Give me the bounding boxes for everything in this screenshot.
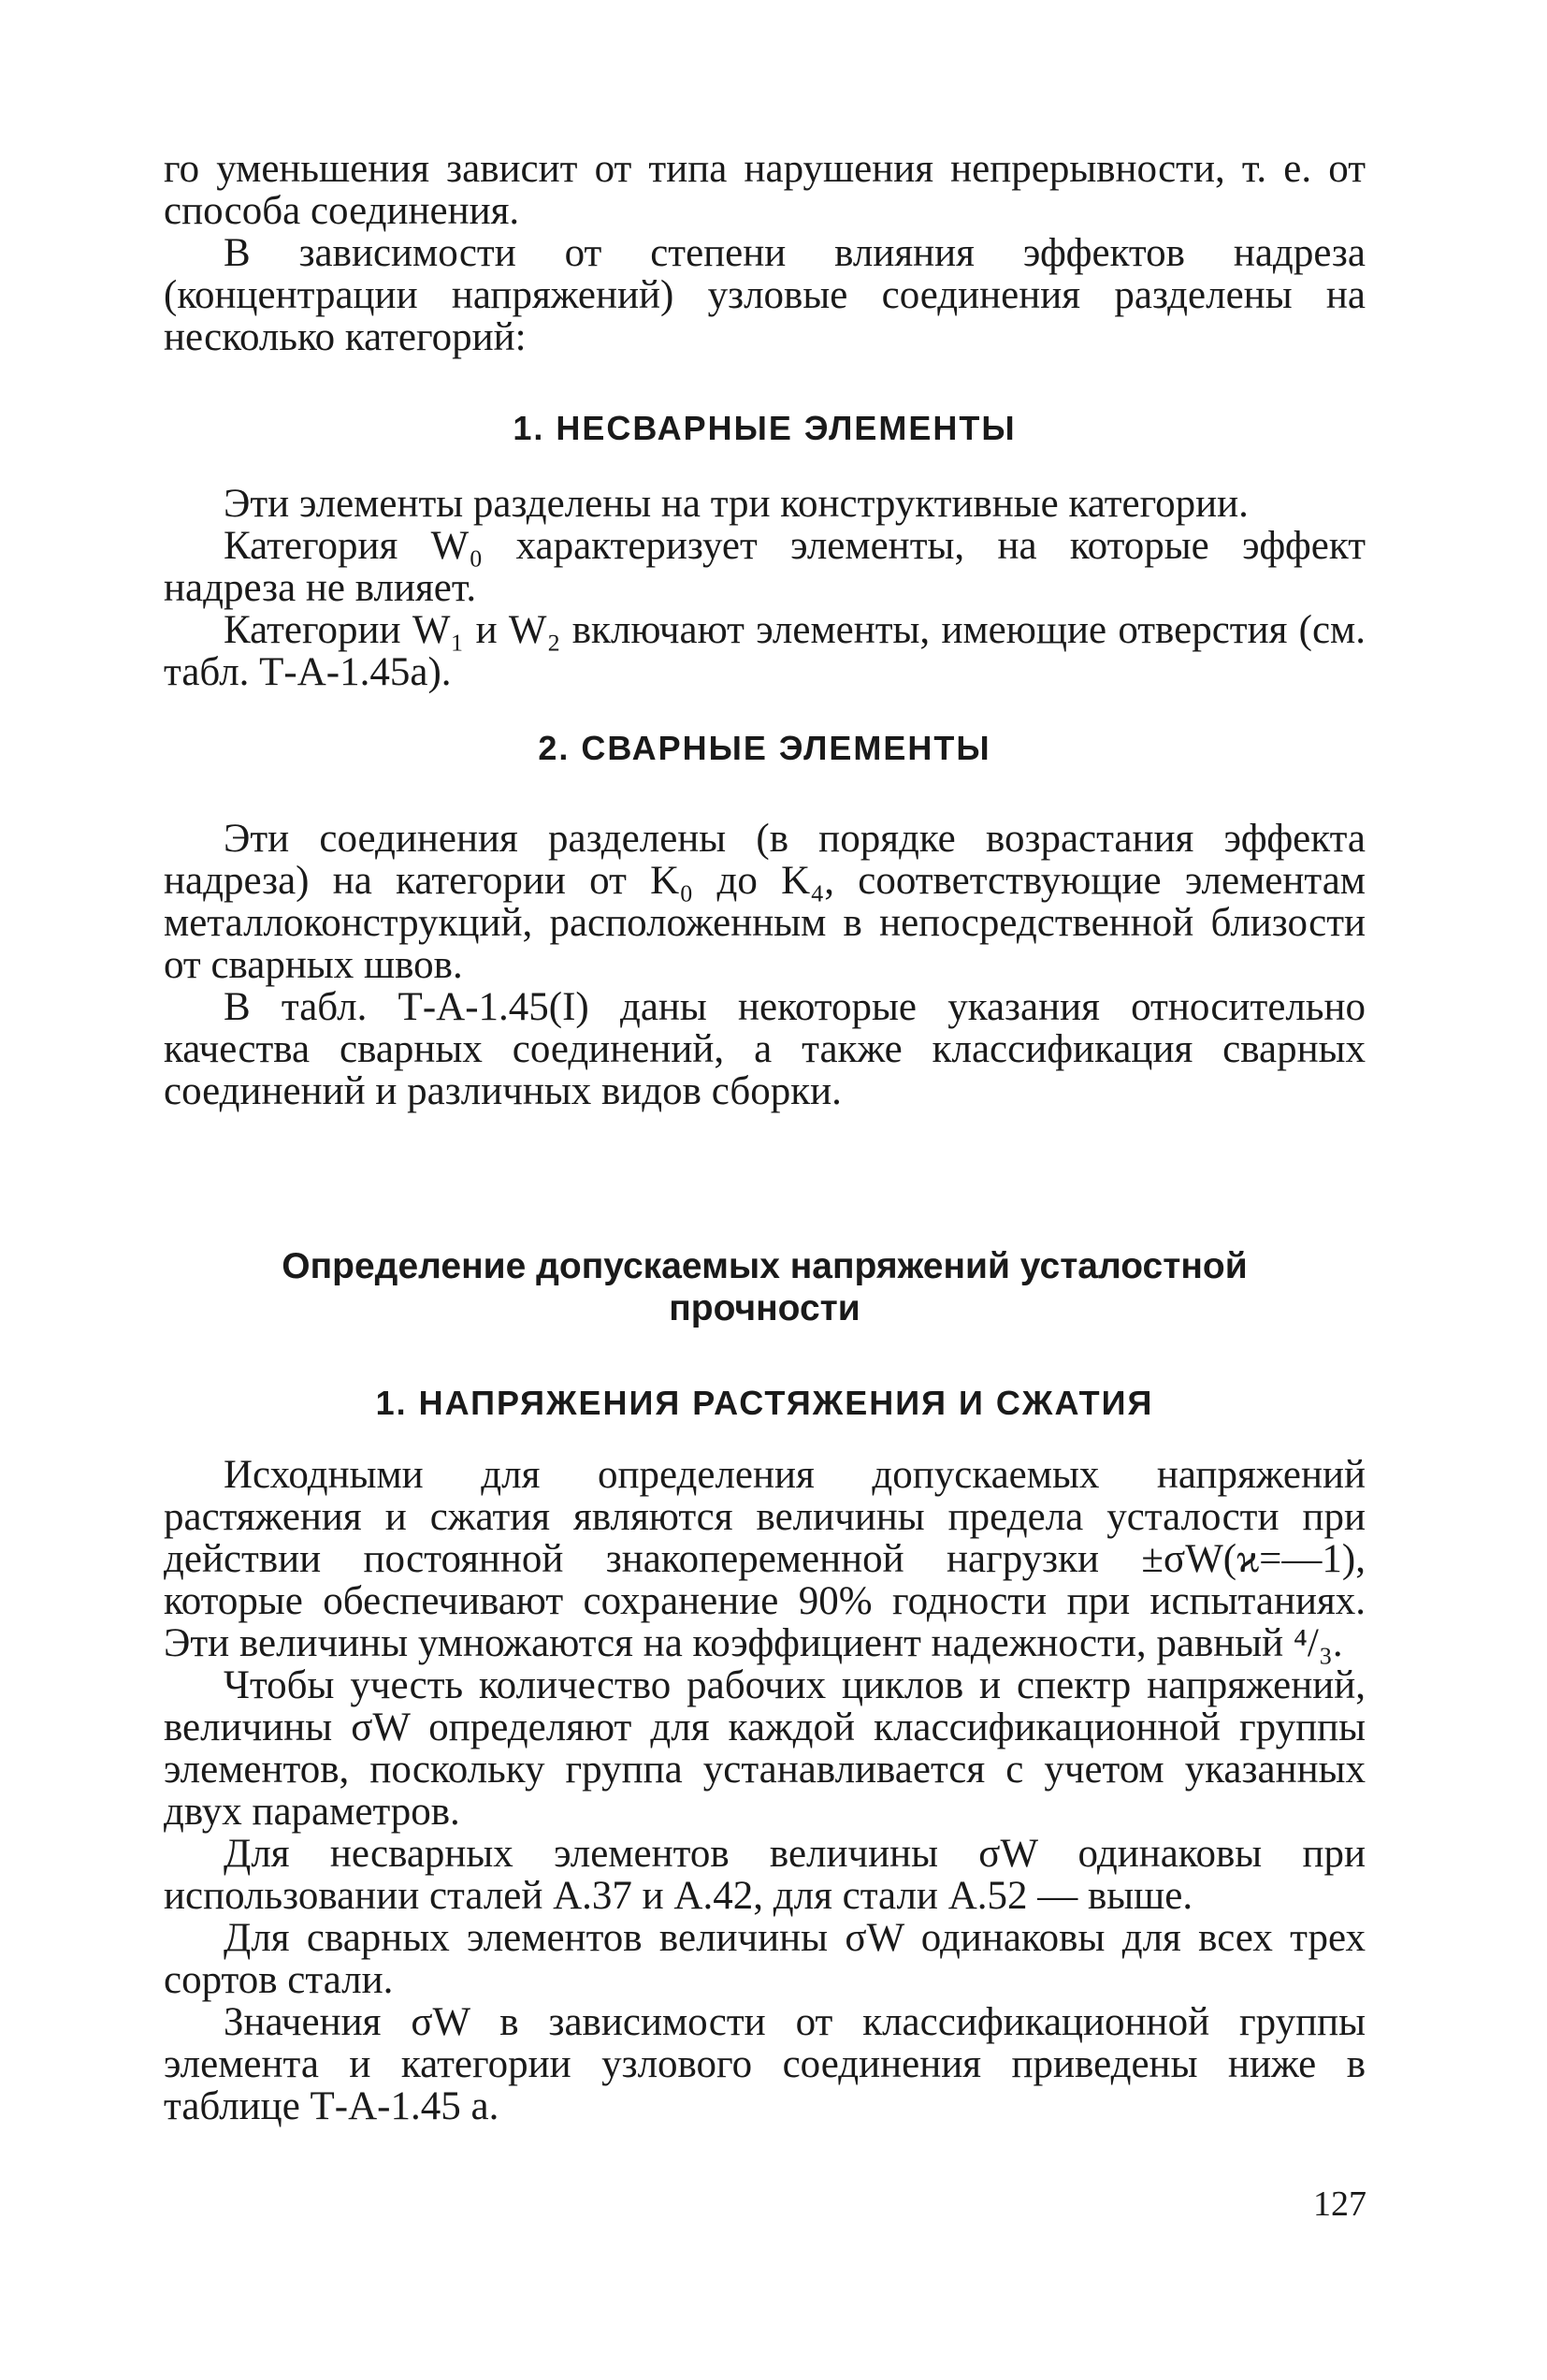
section-1-paragraph-1: Эти элементы разделены на три конструктивные категории. xyxy=(224,482,1249,526)
chapter-paragraph-1: Исходными для определения допускаемых напряжений растяжения и сжатия являются величины предела усталости при действии постоянной знакопеременной нагрузки ±σW(ϰ=—1), которые обеспечивают сохранение 90% годности при испытаниях. Эти величины умножаются на коэффициент надежности, равный ⁴/₃. xyxy=(164,1453,1366,1665)
chapter-paragraph-3: Для несварных элементов величины σW одинаковы при использовании сталей А.37 и А.42, для стали А.52 — выше. xyxy=(164,1832,1366,1918)
section-2-paragraph-1: Эти соединения разделены (в порядке возрастания эффекта надреза) на категории от K₀ до K₄, соответствующие элементам металлоконструкций, расположенным в непосредственной близости от сварных швов. xyxy=(164,817,1366,987)
section-1-heading: 1. НЕСВАРНЫЕ ЭЛЕМЕНТЫ xyxy=(513,409,1017,447)
chapter-paragraph-4: Для сварных элементов величины σW одинаковы для всех трех сортов стали. xyxy=(164,1916,1366,2002)
section-2-paragraph-2: В табл. Т-А-1.45(I) даны некоторые указания относительно качества сварных соединений, а также классификация сварных соединений и различных видов сборки. xyxy=(164,985,1366,1113)
intro-paragraph-1: го уменьшения зависит от типа нарушения непрерывности, т. е. от способа соединения. xyxy=(164,147,1366,233)
chapter-title xyxy=(164,1245,1366,1329)
section-2-heading: 2. СВАРНЫЕ ЭЛЕМЕНТЫ xyxy=(538,729,991,767)
chapter-subheading: 1. НАПРЯЖЕНИЯ РАСТЯЖЕНИЯ И СЖАТИЯ xyxy=(375,1384,1154,1422)
section-1-paragraph-2: Категория W₀ характеризует элементы, на которые эффект надреза не влияет. xyxy=(164,524,1366,610)
chapter-title-line-1: Определение допускаемых напряжений усталостной xyxy=(282,1246,1248,1286)
chapter-paragraph-5: Значения σW в зависимости от классификационной группы элемента и категории узлового соединения приведены ниже в таблице Т-А-1.45 а. xyxy=(164,2000,1366,2128)
page-number: 127 xyxy=(1313,2184,1366,2224)
chapter-title-line-2: прочности xyxy=(669,1288,860,1328)
intro-paragraph-2: В зависимости от степени влияния эффектов надреза (концентрации напряжений) узловые соединения разделены на несколько категорий: xyxy=(164,231,1366,359)
chapter-paragraph-2: Чтобы учесть количество рабочих циклов и спектр напряжений, величины σW определяют для каждой классификационной группы элементов, поскольку группа устанавливается с учетом указанных двух параметров. xyxy=(164,1663,1366,1834)
section-1-paragraph-3: Категории W₁ и W₂ включают элементы, имеющие отверстия (см. табл. Т-А-1.45а). xyxy=(164,608,1366,694)
page-body xyxy=(164,148,1366,2127)
